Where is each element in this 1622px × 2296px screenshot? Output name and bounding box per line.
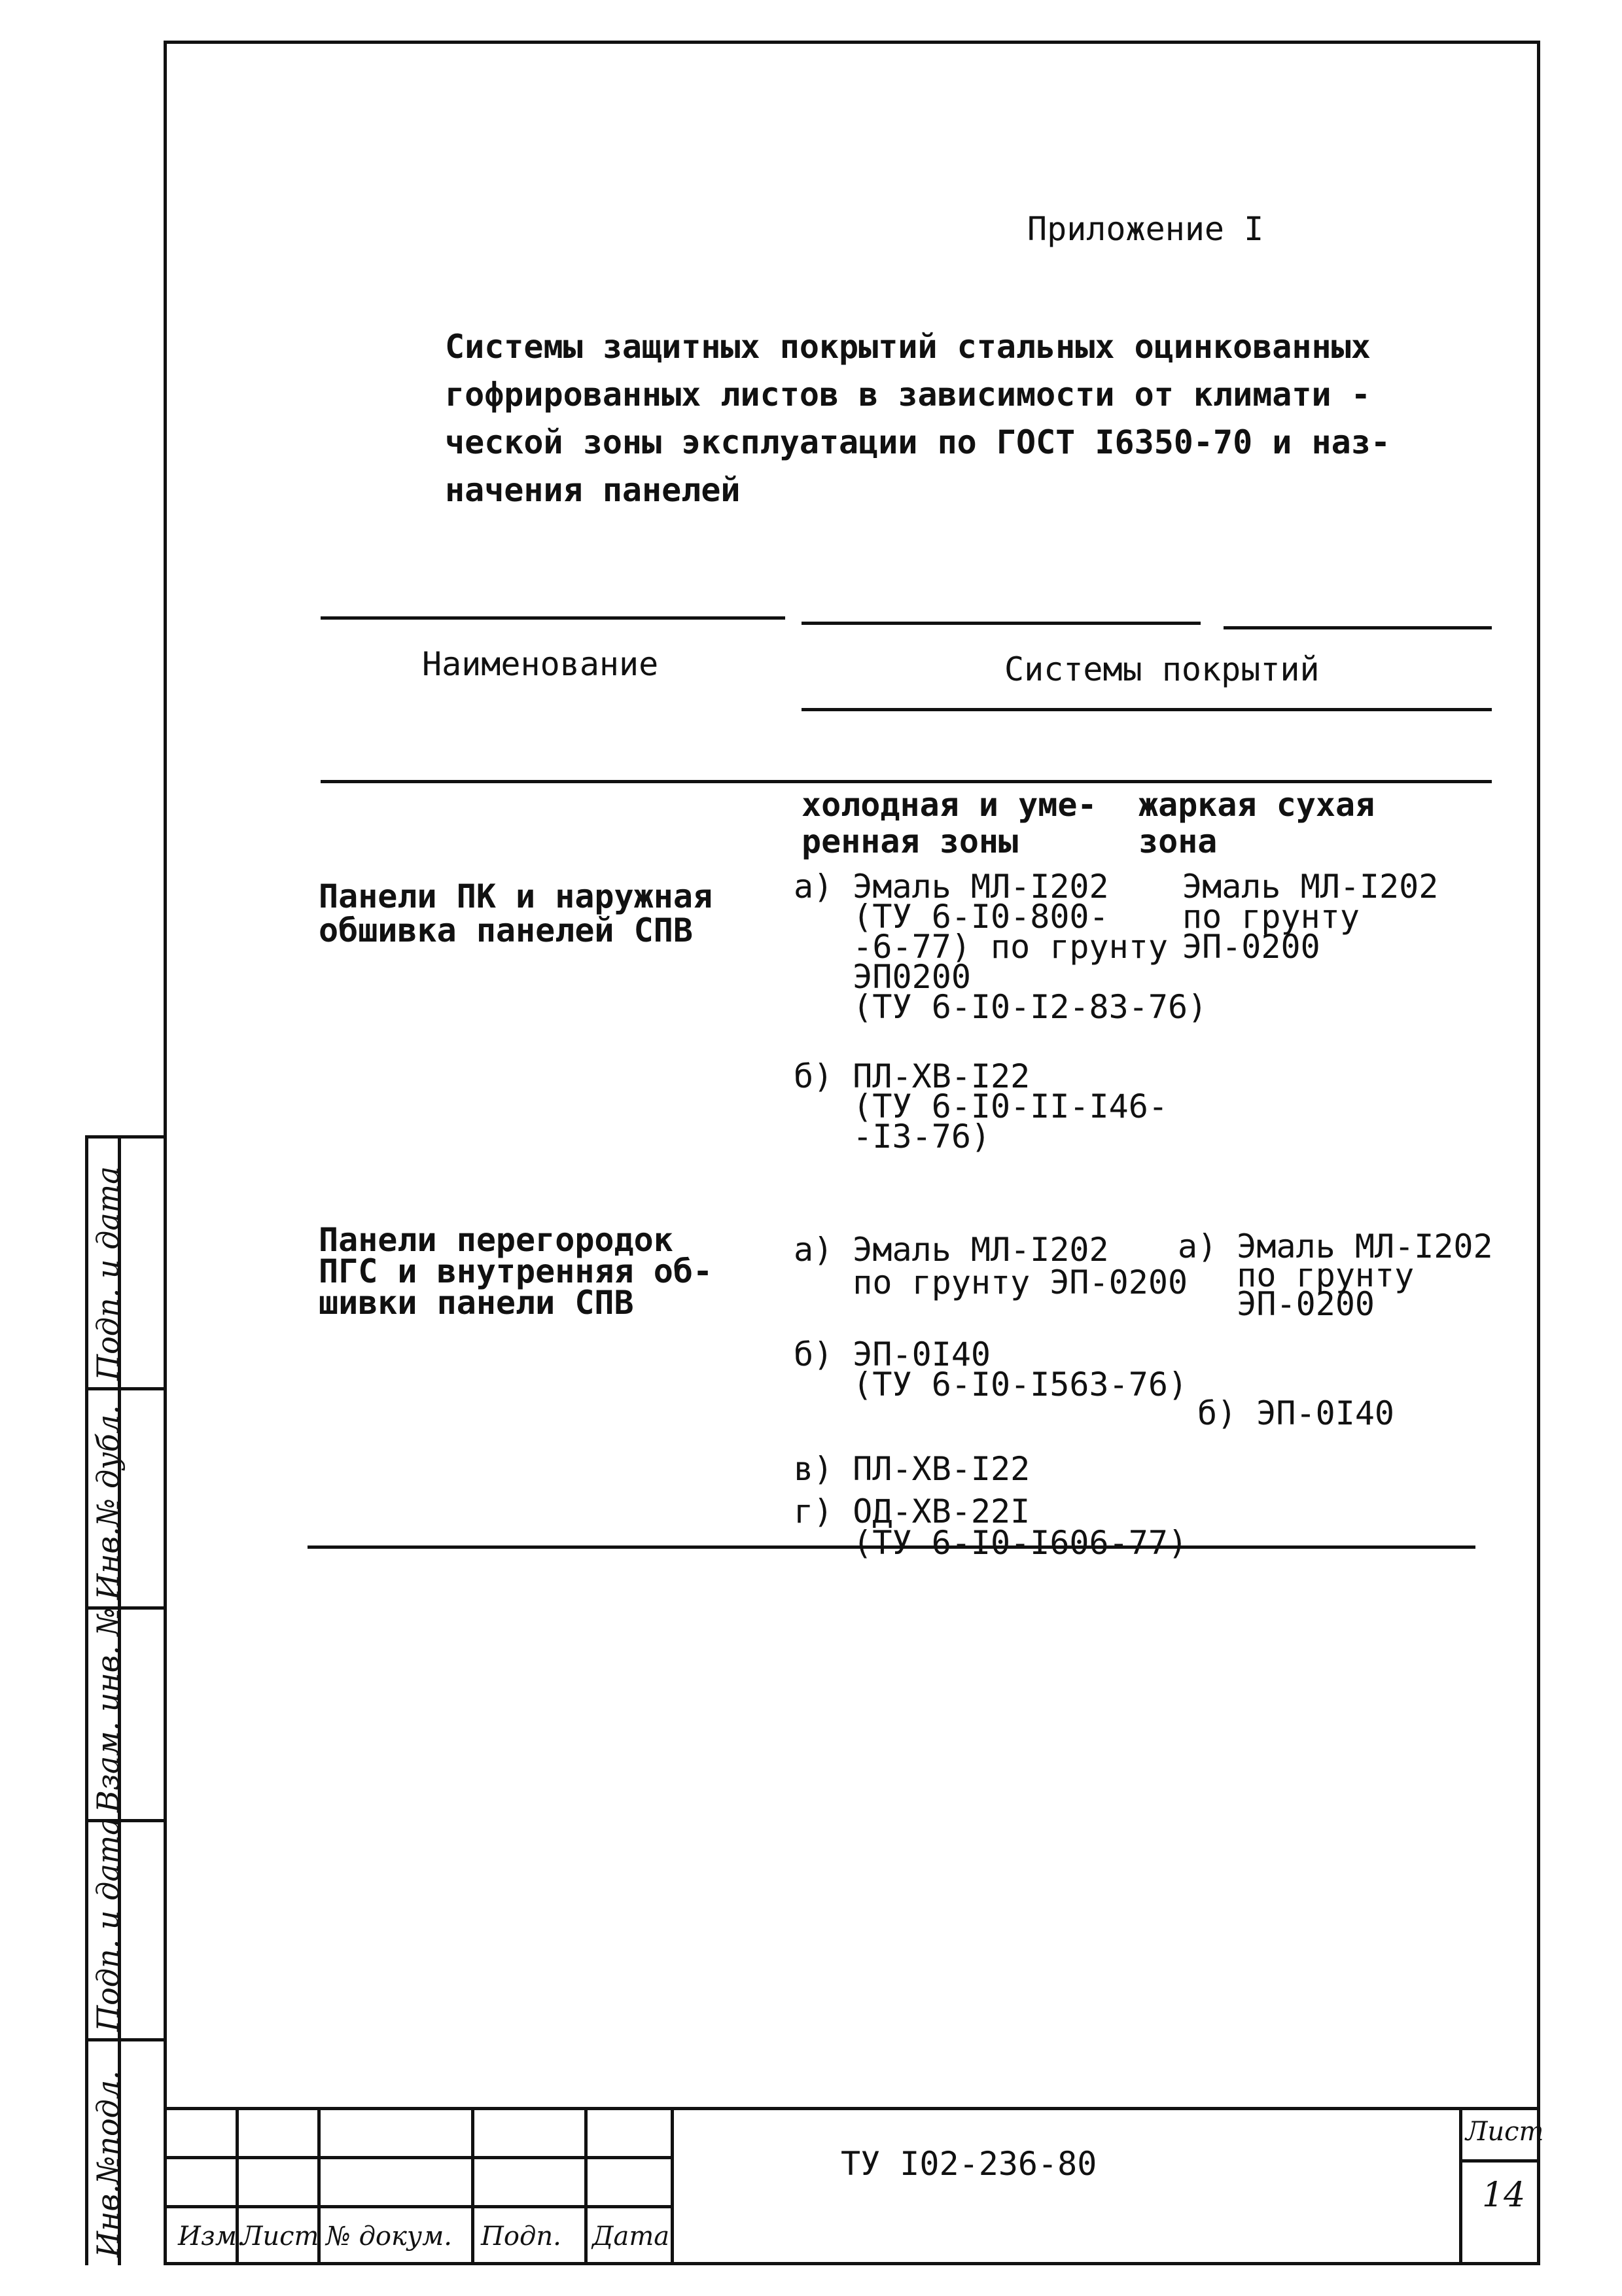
side-label-podp-data-2: Подп. и дата bbox=[90, 1166, 126, 1381]
heading-line: ческой зоны эксплуатации по ГОСТ I6350-70 и наз- bbox=[445, 423, 1390, 461]
row2-cold-b: б) ЭП-0I40 (ТУ 6-I0-I563-76) bbox=[794, 1335, 1188, 1404]
row1-cold-b: б) ПЛ-ХВ-I22 (ТУ 6-I0-II-I46- -I3-76) bbox=[794, 1057, 1168, 1156]
side-label-vzam-inv: Взам. инв. № bbox=[90, 1607, 126, 1812]
stamp-label-izm: Изм. bbox=[178, 2221, 245, 2252]
row2-hot-a: а) Эмаль МЛ-I202 по грунту ЭП-0200 bbox=[1178, 1227, 1493, 1323]
row2-cold-c: в) ПЛ-ХВ-I22 bbox=[794, 1450, 1031, 1488]
stamp-col-rule bbox=[471, 2107, 474, 2265]
row2-cold-d: г) ОД-ХВ-22I (ТУ 6-I0-I606-77) bbox=[794, 1492, 1188, 1562]
document-code: ТУ I02-236-80 bbox=[841, 2145, 1097, 2183]
stamp-top-rule bbox=[164, 2107, 1540, 2110]
col-systems-header: Системы покрытий bbox=[1004, 650, 1320, 688]
stamp-label-doc-no: № докум. bbox=[326, 2221, 452, 2252]
stamp-col-rule bbox=[1459, 2107, 1462, 2265]
side-divider bbox=[85, 1387, 164, 1390]
row1-name: Панели ПК и наружная обшивка панелей СПВ bbox=[319, 877, 713, 949]
col-name-header: Наименование bbox=[422, 645, 659, 683]
heading-line: начения панелей bbox=[445, 471, 741, 509]
sub-col-cold-header: холодная и уме- ренная зоны bbox=[802, 786, 1097, 860]
row1-hot-a: Эмаль МЛ-I202 по грунту ЭП-0200 bbox=[1182, 868, 1439, 966]
stamp-row-rule bbox=[164, 2156, 674, 2159]
stamp-label-list: Лист bbox=[241, 2221, 319, 2252]
systems-sub-rule bbox=[802, 708, 1492, 711]
stamp-sheet-rule bbox=[1459, 2159, 1540, 2163]
row2-name: Панели перегородок ПГС и внутренняя об- шивки панели СПВ bbox=[319, 1221, 713, 1322]
table-top-rule bbox=[1224, 626, 1492, 629]
table-top-rule bbox=[321, 616, 785, 620]
heading-line: Системы защитных покрытий стальных оцинкованных bbox=[445, 328, 1371, 366]
sheet-number: 14 bbox=[1482, 2176, 1526, 2215]
row2-cold-a: а) Эмаль МЛ-I202 по грунту ЭП-0200 bbox=[794, 1231, 1188, 1301]
stamp-label-date: Дата bbox=[592, 2221, 670, 2252]
stamp-row-rule bbox=[164, 2205, 674, 2208]
stamp-col-rule bbox=[671, 2107, 674, 2265]
side-label-podp-data-1: Подп. и дата bbox=[90, 1817, 126, 2032]
side-divider bbox=[85, 2038, 164, 2041]
side-label-inv-dubl: Инв.№ дубл. bbox=[90, 1405, 126, 1600]
side-label-inv-podl: Инв.№подл. bbox=[90, 2070, 126, 2257]
stamp-col-rule bbox=[584, 2107, 588, 2265]
appendix-title: Приложение I bbox=[1027, 210, 1264, 248]
sub-col-hot-header: жаркая сухая зона bbox=[1138, 786, 1375, 860]
row2-hot-b: б) ЭП-0I40 bbox=[1197, 1394, 1395, 1432]
heading-line: гофрированных листов в зависимости от климати - bbox=[445, 376, 1371, 414]
row1-cold-a: а) Эмаль МЛ-I202 (ТУ 6-I0-800- -6-77) по грунту ЭП0200 (ТУ 6-I0-I2-83-76) bbox=[794, 868, 1208, 1026]
sheet-label: Лист bbox=[1466, 2117, 1544, 2147]
table-top-rule bbox=[802, 622, 1201, 625]
stamp-label-podp: Подп. bbox=[481, 2221, 561, 2252]
